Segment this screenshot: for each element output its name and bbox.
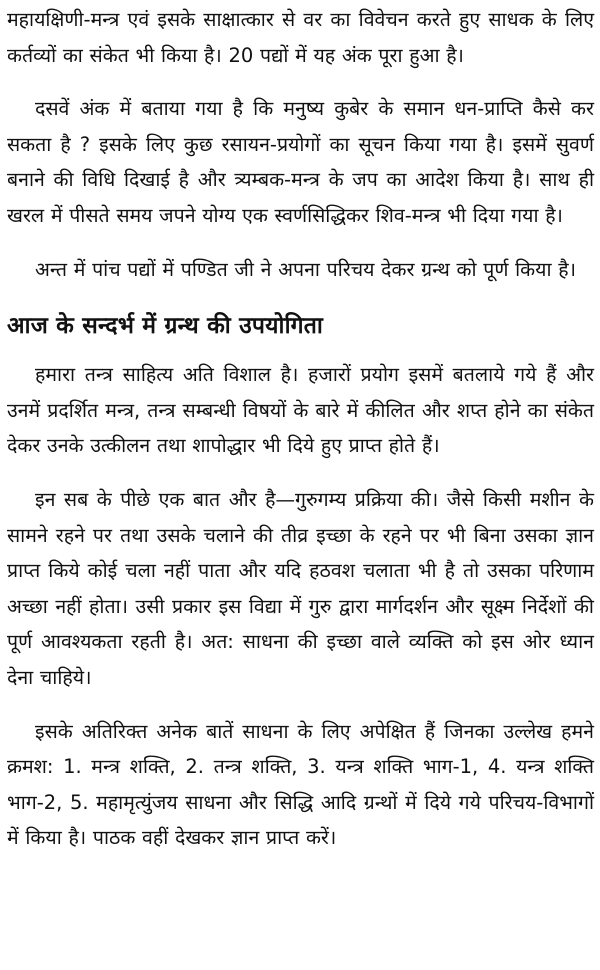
section-heading: आज के सन्दर्भ में ग्रन्थ की उपयोगिता	[7, 313, 324, 340]
paragraph-3: अन्त में पांच पद्यों में पण्डित जी ने अपना परिचय देकर ग्रन्थ को पूर्ण किया है।	[35, 257, 576, 281]
paragraph-2: दसवें अंक में बताया गया है कि मनुष्य कुबेर के समान धन-प्राप्ति कैसे कर सकता है ? इसके लिए कुछ रसायन-प्रयोगों का सूचन किया गया है। इसमें सुवर्ण बनाने की विधि दिखाई है और त्र्यम्बक-मन्त्र के जप का आदेश किया है। साथ ही खरल में पीसते समय जपने योग्य एक स्वर्णसिद्धिकर शिव-मन्त्र भी दिया गया है।	[7, 97, 594, 227]
paragraph-6: इसके अतिरिक्त अनेक बातें साधना के लिए अपेक्षित हैं जिनका उल्लेख हमने क्रमश: 1. मन्त्र शक्ति, 2. तन्त्र शक्ति, 3. यन्त्र शक्ति भाग-1, 4. यन्त्र शक्ति भाग-2, 5. महामृत्युंजय साधना और सिद्धि आदि ग्रन्थों में दिये गये परिचय-विभागों में किया है। पाठक वहीं देखकर ज्ञान प्राप्त करें।	[7, 719, 594, 850]
paragraph-1: महायक्षिणी-मन्त्र एवं इसके साक्षात्कार से वर का विवेचन करते हुए साधक के लिए कर्तव्यों का संकेत भी किया है। 20 पद्यों में यह अंक पूरा हुआ है।	[7, 8, 594, 67]
paragraph-5: इन सब के पीछे एक बात और है—गुरुगम्य प्रक्रिया की। जैसे किसी मशीन के सामने रहने पर तथा उसके चलाने की तीव्र इच्छा के रहने पर भी बिना उसका ज्ञान प्राप्त किये कोई चला नहीं पाता और यदि हठवश चलाता भी है तो उसका परिणाम अच्छा नहीं होता। उसी प्रकार इस विद्या में गुरु द्वारा मार्गदर्शन और सूक्ष्म निर्देशों की पूर्ण आवश्यकता रहती है। अत: साधना की इच्छा वाले व्यक्ति को इस ओर ध्यान देना चाहिये।	[7, 487, 594, 689]
paragraph-4: हमारा तन्त्र साहित्य अति विशाल है। हजारों प्रयोग इसमें बतलाये गये हैं और उनमें प्रदर्शित मन्त्र, तन्त्र सम्बन्धी विषयों के बारे में कीलित और शप्त होने का संकेत देकर उनके उत्कीलन तथा शापोद्धार भी दिये हुए प्राप्त होते हैं।	[7, 363, 594, 458]
